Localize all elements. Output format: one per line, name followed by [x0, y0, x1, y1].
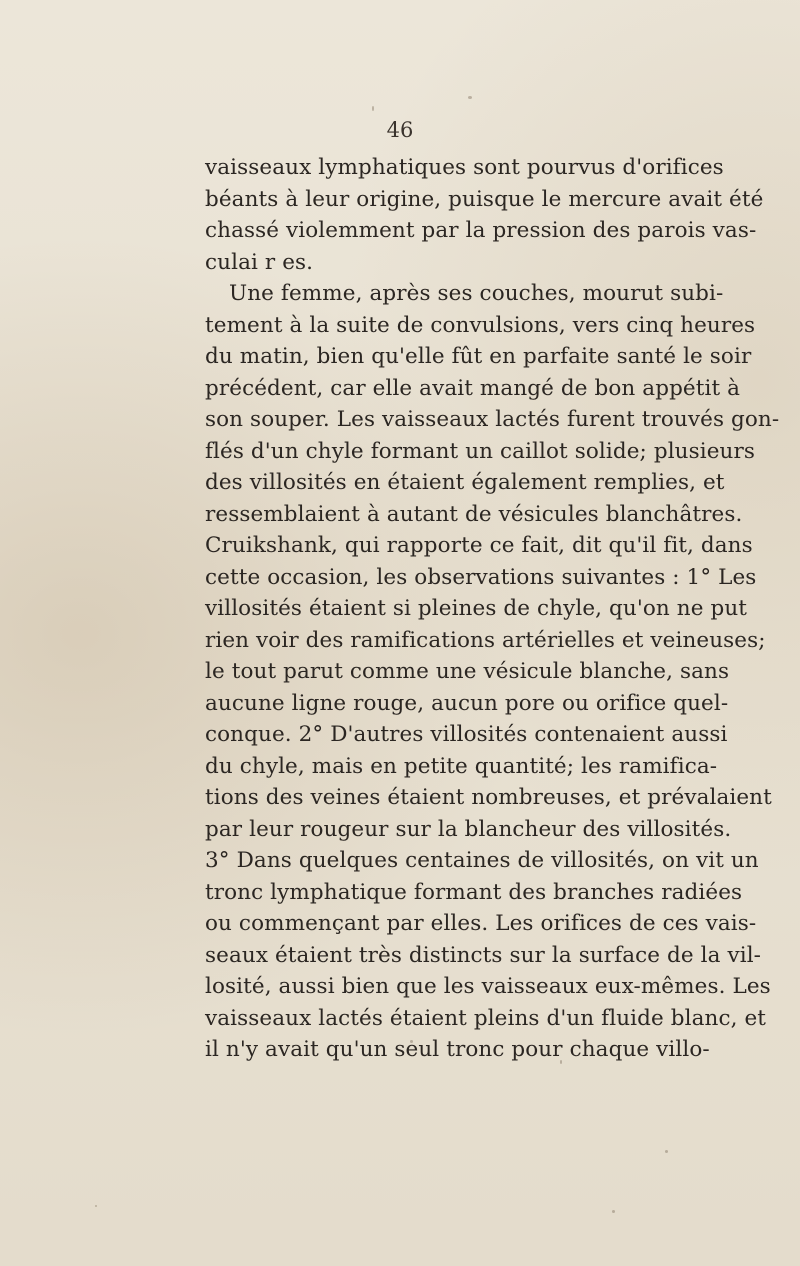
text-line: losité, aussi bien que les vaisseaux eux-mêmes. Les: [205, 974, 771, 999]
text-line: conque. 2° D'autres villosités contenaient aussi: [205, 722, 728, 747]
text-line: le tout parut comme une vésicule blanche, sans: [205, 659, 730, 684]
text-line: Cruikshank, qui rapporte ce fait, dit qu'il fit, dans: [205, 533, 753, 558]
text-line: chassé violemment par la pression des parois vas-: [205, 218, 757, 243]
text-line: du chyle, mais en petite quantité; les ramifica-: [205, 753, 718, 779]
text-line: flés d'un chyle formant un caillot solide; plusieurs: [205, 438, 756, 464]
text-line: vaisseaux lymphatiques sont pourvus d'orifices: [205, 155, 724, 180]
text-line: villosités étaient si pleines de chyle, qu'on ne put: [205, 596, 748, 621]
text-line: tions des veines étaient nombreuses, et prévalaient: [205, 785, 772, 810]
text-line: des villosités en étaient également remplies, et: [205, 470, 725, 495]
text-line: cette occasion, les observations suivantes : 1° Les: [205, 564, 757, 590]
text-line: son souper. Les vaisseaux lactés furent trouvés gon-: [205, 407, 780, 432]
text-line: tronc lymphatique formant des branches radiées: [205, 879, 743, 905]
text-line: précédent, car elle avait mangé de bon appétit à: [205, 375, 741, 401]
text-line: aucune ligne rouge, aucun pore ou orifice quel-: [205, 690, 729, 716]
text-line: seaux étaient très distincts sur la surface de la vil-: [205, 942, 762, 968]
body-text: [205, 152, 780, 1066]
paragraph-start-line: Une femme, après ses couches, mourut subi-: [229, 281, 724, 306]
text-line: par leur rougeur sur la blancheur des villosités.: [205, 816, 732, 842]
text-line: 3° Dans quelques centaines de villosités, on vit un: [205, 848, 759, 873]
text-line: culai r es.: [205, 249, 314, 275]
text-line: du matin, bien qu'elle fût en parfaite santé le soir: [205, 344, 752, 369]
text-line: vaisseaux lactés étaient pleins d'un fluide blanc, et: [205, 1005, 767, 1031]
text-line: il n'y avait qu'un seul tronc pour chaque villo-: [205, 1037, 710, 1062]
text-line: béants à leur origine, puisque le mercure avait été: [205, 186, 764, 212]
text-line: tement à la suite de convulsions, vers cinq heures: [205, 312, 756, 338]
text-line: ou commençant par elles. Les orifices de ces vais-: [205, 911, 757, 936]
text-line: ressemblaient à autant de vésicules blanchâtres.: [205, 501, 743, 527]
text-line: rien voir des ramifications artérielles et veineuses;: [205, 627, 766, 653]
page-number: 46: [386, 118, 414, 142]
